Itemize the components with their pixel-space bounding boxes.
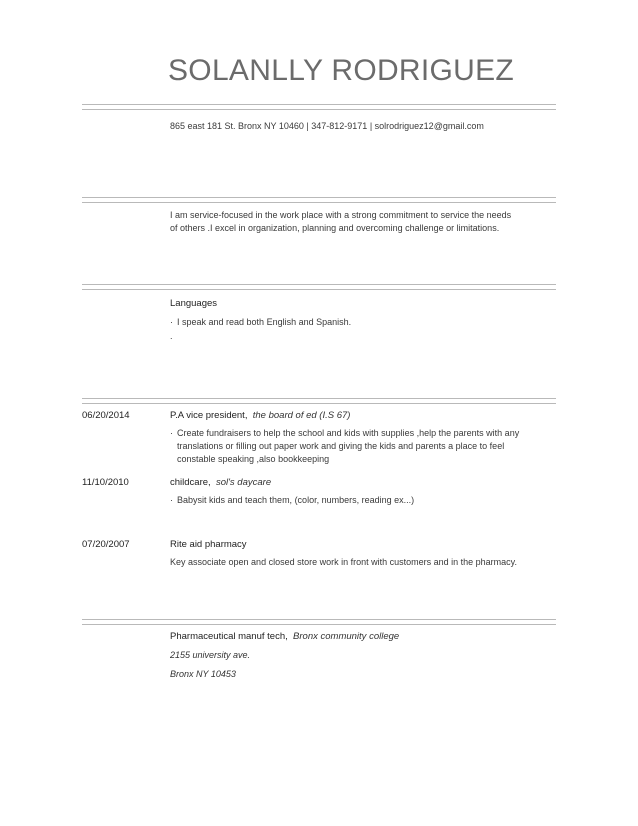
section-divider bbox=[82, 398, 556, 404]
skills-bullet bbox=[170, 316, 351, 329]
section-divider bbox=[82, 284, 556, 290]
job-title: Rite aid pharmacy bbox=[170, 539, 247, 550]
job-date: 06/20/2014 bbox=[82, 410, 130, 421]
job-bullet bbox=[170, 494, 414, 507]
job-title bbox=[170, 476, 271, 489]
contact-info: 865 east 181 St. Bronx NY 10460 | 347-812-9171 | solrodriguez12@gmail.com bbox=[170, 121, 484, 131]
summary-line: of others .I excel in organization, planning and overcoming challenge or limitations. bbox=[170, 223, 500, 233]
job-role: P.A vice president, bbox=[170, 410, 248, 421]
job-org: sol's daycare bbox=[215, 477, 272, 488]
candidate-name: SOLANLLY RODRIGUEZ bbox=[168, 54, 515, 87]
bullet-icon: · bbox=[170, 495, 173, 505]
skills-bullet-empty: . bbox=[170, 331, 173, 341]
job-date: 11/10/2010 bbox=[82, 477, 129, 488]
skills-heading: Languages bbox=[170, 298, 218, 309]
bullet-icon: · bbox=[170, 317, 173, 327]
job-date: 07/20/2007 bbox=[82, 539, 130, 550]
section-divider bbox=[82, 104, 556, 110]
job-role: childcare, bbox=[170, 477, 211, 488]
job-desc-line: constable speaking ,also bookkeeping bbox=[177, 454, 330, 464]
education-program: Pharmaceutical manuf tech, bbox=[170, 631, 288, 642]
job-desc-line: translations or filling out paper work and giving the kids and parents a place to feel bbox=[177, 441, 505, 451]
job-bullet bbox=[170, 427, 540, 466]
education-title bbox=[170, 630, 399, 643]
bullet-icon: · bbox=[170, 428, 173, 438]
section-divider bbox=[82, 197, 556, 203]
skills-item: I speak and read both English and Spanish. bbox=[177, 317, 352, 327]
job-title bbox=[170, 409, 350, 422]
education-address: 2155 university ave. bbox=[170, 650, 251, 660]
job-desc-line: Babysit kids and teach them, (color, numbers, reading ex...) bbox=[177, 495, 415, 505]
education-school: Bronx community college bbox=[293, 631, 400, 642]
section-divider bbox=[82, 619, 556, 625]
education-city: Bronx NY 10453 bbox=[170, 669, 236, 679]
job-desc-line: Create fundraisers to help the school and kids with supplies ,help the parents with any bbox=[177, 428, 520, 438]
job-org: the board of ed (I.S 67) bbox=[252, 410, 351, 421]
job-desc-line: Key associate open and closed store work in front with customers and in the pharmacy. bbox=[170, 557, 518, 567]
summary-line: I am service-focused in the work place with a strong commitment to service the needs bbox=[170, 210, 512, 220]
